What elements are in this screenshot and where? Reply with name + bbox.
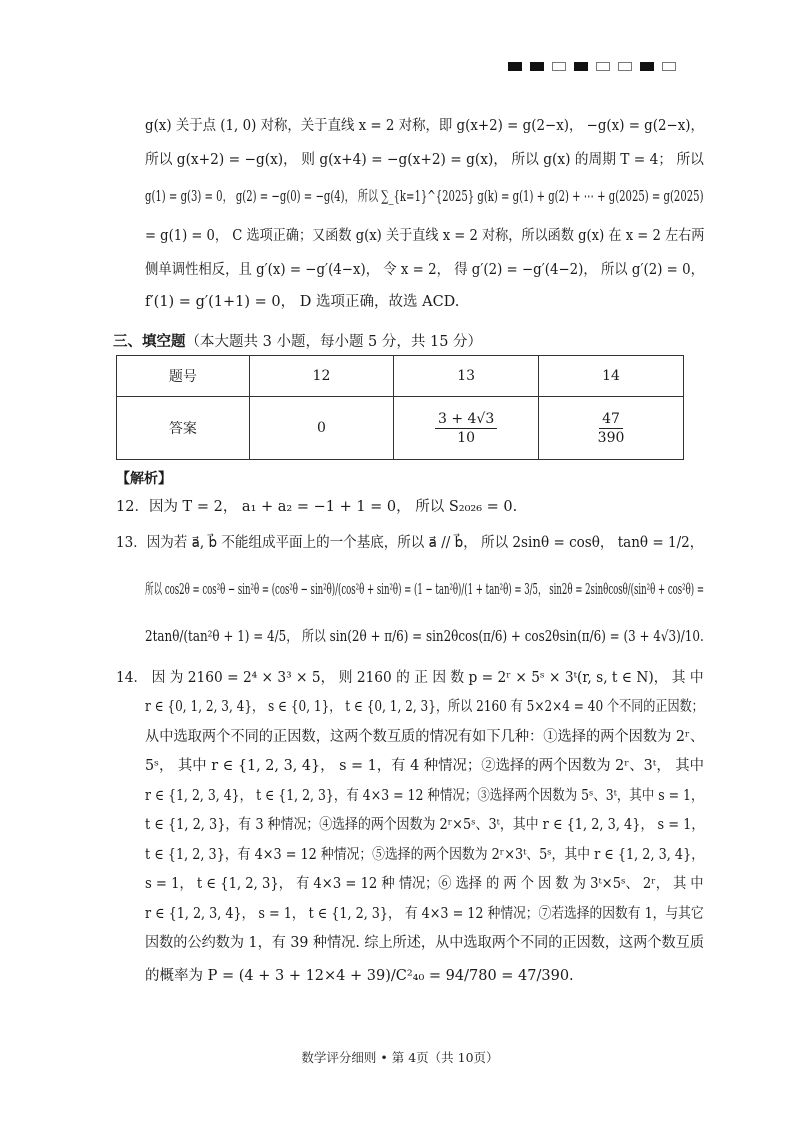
solution-14-line: s = 1， t ∈ {1, 2, 3}， 有 4×3 = 12 种 情况；⑥ 选择 的 两 个 因 数 为 3ᵗ×5ˢ、 2ʳ， 其 中: [145, 876, 704, 892]
table-row: [117, 397, 684, 460]
header-mark: [574, 62, 588, 71]
continuation-line: = g(1) = 0， C 选项正确；又函数 g(x) 关于直线 x = 2 对称，所以函数 g(x) 在 x = 2 左右两: [145, 228, 705, 244]
header-mark: [552, 62, 566, 71]
header-mark: [618, 62, 632, 71]
continuation-line: 侧单调性相反，且 g′(x) = −g′(4−x)， 令 x = 2， 得 g′(2) = −g′(4−2)， 所以 g′(2) = 0，: [145, 262, 704, 278]
solution-13-line: 2tanθ/(tan²θ + 1) = 4/5， 所以 sin(2θ + π/6) = sin2θcos(π/6) + cos2θsin(π/6) = (3 + 4√3)/10.: [145, 629, 704, 645]
continuation-line: f′(1) = g′(1+1) = 0， D 选项正确，故选 ACD.: [145, 294, 460, 310]
solution-14-line: r ∈ {0, 1, 2, 3, 4}， s ∈ {0, 1}， t ∈ {0, 1, 2, 3}，所以 2160 有 5×2×4 = 40 个不同的正因数；: [145, 699, 704, 715]
header-mark: [596, 62, 610, 71]
header-mark: [662, 62, 676, 71]
table-row: [117, 356, 684, 397]
continuation-line: g(1) = g(3) = 0， g(2) = −g(0) = −g(4)， 所以 ∑_{k=1}^{2025} g(k) = g(1) + g(2) + ⋯ + g(2025) = g(2025): [145, 189, 704, 205]
solution-14-line: r ∈ {1, 2, 3, 4}， s = 1， t ∈ {1, 2, 3}， 有 4×3 = 12 种情况；⑦若选择的因数有 1，与其它: [145, 906, 704, 922]
continuation-line: 所以 g(x+2) = −g(x)， 则 g(x+4) = −g(x+2) = g(x)， 所以 g(x) 的周期 T = 4； 所以: [145, 152, 704, 168]
section-title: [113, 330, 482, 351]
solution-14-line: t ∈ {1, 2, 3}，有 3 种情况；④选择的两个因数为 2ʳ×5ˢ、3ᵗ，其中 r ∈ {1, 2, 3, 4}， s = 1，: [145, 817, 705, 833]
table-cell: 14: [539, 356, 684, 397]
fraction: [595, 410, 628, 447]
solution-14-line: 从中选取两个不同的正因数，这两个数互质的情况有如下几种：①选择的两个因数为 2ʳ、: [145, 729, 705, 745]
section-heading: 三、填空题: [113, 334, 186, 350]
table-cell: 答案: [117, 397, 250, 460]
fraction: [435, 410, 497, 447]
solution-14-line: 14． 因 为 2160 = 2⁴ × 3³ × 5， 则 2160 的 正 因 数 p = 2ʳ × 5ˢ × 3ᵗ(r, s, t ∈ N)， 其 中: [116, 670, 704, 686]
fraction-numerator: 47: [599, 410, 623, 429]
solution-14-line: 的概率为 P = (4 + 3 + 12×4 + 39)/C²₄₀ = 94/780 = 47/390.: [145, 968, 574, 984]
solution-13-line: 所以 cos2θ = cos²θ − sin²θ = (cos²θ − sin²θ)/(cos²θ + sin²θ) = (1 − tan²θ)/(1 + tan²θ) = 3/5， sin2θ = 2sinθcosθ/(sin²θ + cos²θ) =: [145, 582, 704, 598]
page-footer: 数学评分细则 • 第 4页（共 10页）: [301, 1050, 499, 1065]
table-cell: 12: [249, 356, 393, 397]
table-cell: 13: [394, 356, 539, 397]
table-cell: [394, 397, 539, 460]
solution-14-line: 5ˢ， 其中 r ∈ {1, 2, 3, 4}， s = 1，有 4 种情况；②选择的两个因数为 2ʳ、3ᵗ， 其中: [145, 758, 705, 774]
header-mark: [508, 62, 522, 71]
analysis-label: 【解析】: [116, 471, 172, 487]
table-cell: [539, 397, 684, 460]
header-mark: [530, 62, 544, 71]
section-note: （本大题共 3 小题，每小题 5 分，共 15 分）: [185, 334, 483, 350]
header-marks: [508, 62, 676, 71]
header-mark: [640, 62, 654, 71]
fraction-numerator: 3 + 4√3: [435, 410, 497, 429]
continuation-line: g(x) 关于点 (1, 0) 对称，关于直线 x = 2 对称，即 g(x+2) = g(2−x)， −g(x) = g(2−x)，: [145, 118, 704, 134]
fraction-denominator: 390: [597, 429, 625, 446]
answer-table: [116, 355, 684, 460]
solution-13-line: 13．因为若 a⃗, b⃗ 不能组成平面上的一个基底，所以 a⃗ // b⃗， 所以 2sinθ = cosθ， tanθ = 1/2，: [116, 535, 704, 551]
solution-12: 12．因为 T = 2， a₁ + a₂ = −1 + 1 = 0， 所以 S₂₀₂₆ = 0.: [116, 499, 518, 515]
solution-14-line: t ∈ {1, 2, 3}，有 4×3 = 12 种情况；⑤选择的两个因数为 2ʳ×3ᵗ、5ˢ，其中 r ∈ {1, 2, 3, 4}，: [145, 847, 705, 863]
fraction-denominator: 10: [457, 429, 476, 446]
table-cell: 题号: [117, 356, 250, 397]
solution-14-line: r ∈ {1, 2, 3, 4}， t ∈ {1, 2, 3}，有 4×3 = 12 种情况；③选择两个因数为 5ˢ、3ᵗ，其中 s = 1，: [145, 788, 704, 804]
table-cell: 0: [249, 397, 393, 460]
solution-14-line: 因数的公约数为 1，有 39 种情况. 综上所述，从中选取两个不同的正因数，这两个数互质: [145, 935, 704, 951]
